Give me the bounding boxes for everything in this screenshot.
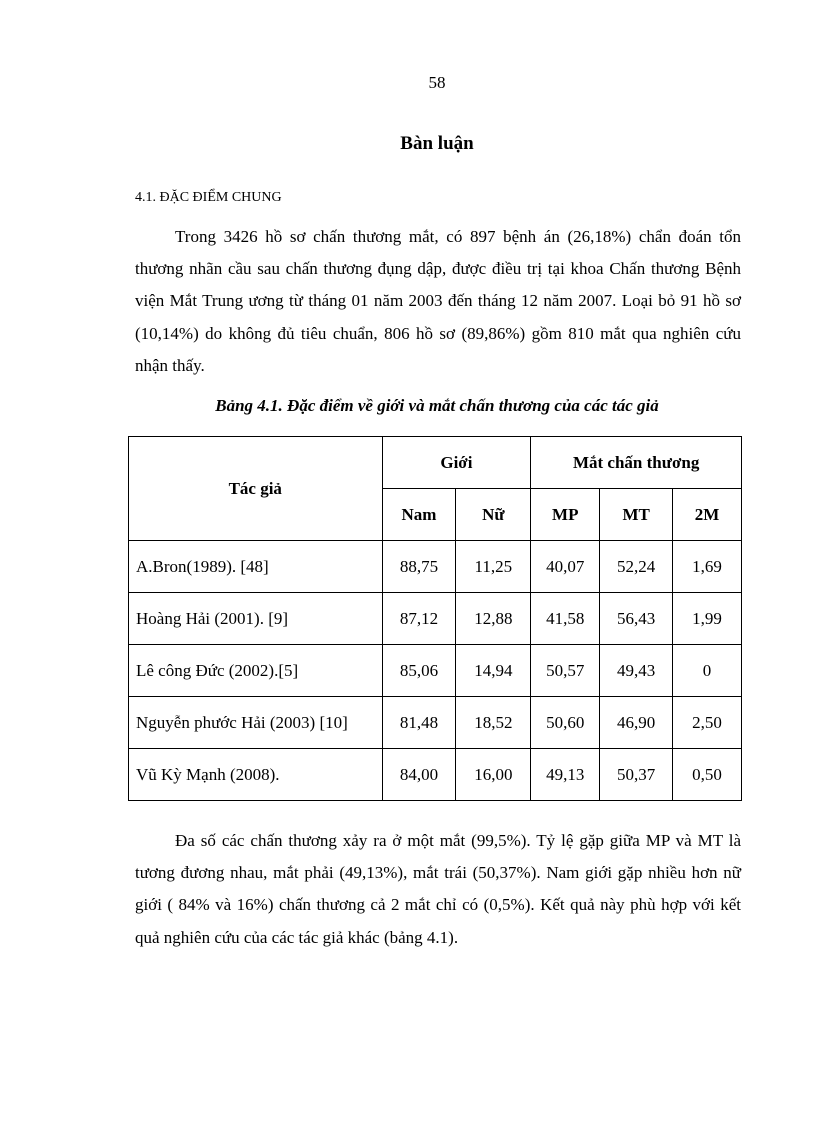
- comparison-table: [128, 436, 742, 801]
- cell-mp: 41,58: [531, 593, 600, 645]
- header-eye-group: Mắt chấn thương: [531, 437, 742, 489]
- cell-2m: 0,50: [673, 749, 742, 801]
- table-row: [129, 541, 742, 593]
- cell-author: Nguyễn phước Hải (2003) [10]: [129, 697, 383, 749]
- header-2m: 2M: [673, 489, 742, 541]
- section-heading: 4.1. ĐẶC ĐIỂM CHUNG: [135, 190, 282, 205]
- header-female: Nữ: [456, 489, 531, 541]
- header-mp: MP: [531, 489, 600, 541]
- cell-male: 85,06: [382, 645, 456, 697]
- table-caption: Bảng 4.1. Đặc điểm về giới và mắt chấn thương của các tác giả: [215, 396, 659, 415]
- table-row: [129, 749, 742, 801]
- cell-author: A.Bron(1989). [48]: [129, 541, 383, 593]
- header-mt: MT: [600, 489, 673, 541]
- cell-female: 14,94: [456, 645, 531, 697]
- cell-author: Hoàng Hải (2001). [9]: [129, 593, 383, 645]
- cell-mt: 52,24: [600, 541, 673, 593]
- cell-male: 88,75: [382, 541, 456, 593]
- chapter-title: Bàn luận: [400, 133, 474, 154]
- cell-male: 87,12: [382, 593, 456, 645]
- cell-mp: 40,07: [531, 541, 600, 593]
- cell-mt: 56,43: [600, 593, 673, 645]
- cell-female: 16,00: [456, 749, 531, 801]
- table-row: [129, 697, 742, 749]
- paragraph-intro: Trong 3426 hồ sơ chấn thương mắt, có 897 bệnh án (26,18%) chẩn đoán tổn thương nhãn cầu sau chấn thương đụng dập, được điều trị tại khoa Chấn thương Bệnh viện Mắt Trung ương từ tháng 01 năm 2003 đến tháng 12 năm 2007. Loại bỏ 91 hồ sơ (10,14%) do không đủ tiêu chuẩn, 806 hồ sơ (89,86%) gồm 810 mắt qua nghiên cứu nhận thấy.: [135, 227, 741, 375]
- cell-mp: 50,57: [531, 645, 600, 697]
- cell-female: 11,25: [456, 541, 531, 593]
- header-male: Nam: [382, 489, 456, 541]
- cell-2m: 0: [673, 645, 742, 697]
- cell-female: 12,88: [456, 593, 531, 645]
- cell-mp: 49,13: [531, 749, 600, 801]
- cell-mt: 50,37: [600, 749, 673, 801]
- paragraph-discussion: Đa số các chấn thương xảy ra ở một mắt (99,5%). Tỷ lệ gặp giữa MP và MT là tương đương nhau, mắt phải (49,13%), mắt trái (50,37%). Nam giới gặp nhiều hơn nữ giới ( 84% và 16%) chấn thương cả 2 mắt chỉ có (0,5%). Kết quả này phù hợp với kết quả nghiên cứu của các tác giả khác (bảng 4.1).: [135, 831, 741, 947]
- cell-mt: 49,43: [600, 645, 673, 697]
- cell-mt: 46,90: [600, 697, 673, 749]
- cell-mp: 50,60: [531, 697, 600, 749]
- cell-2m: 1,99: [673, 593, 742, 645]
- header-author: Tác giả: [129, 437, 383, 541]
- cell-2m: 1,69: [673, 541, 742, 593]
- cell-author: Vũ Kỳ Mạnh (2008).: [129, 749, 383, 801]
- cell-2m: 2,50: [673, 697, 742, 749]
- table-header-row: [129, 437, 742, 489]
- cell-author: Lê công Đức (2002).[5]: [129, 645, 383, 697]
- table-row: [129, 645, 742, 697]
- cell-female: 18,52: [456, 697, 531, 749]
- header-gender-group: Giới: [382, 437, 531, 489]
- table-row: [129, 593, 742, 645]
- cell-male: 81,48: [382, 697, 456, 749]
- page-number: 58: [428, 73, 446, 92]
- cell-male: 84,00: [382, 749, 456, 801]
